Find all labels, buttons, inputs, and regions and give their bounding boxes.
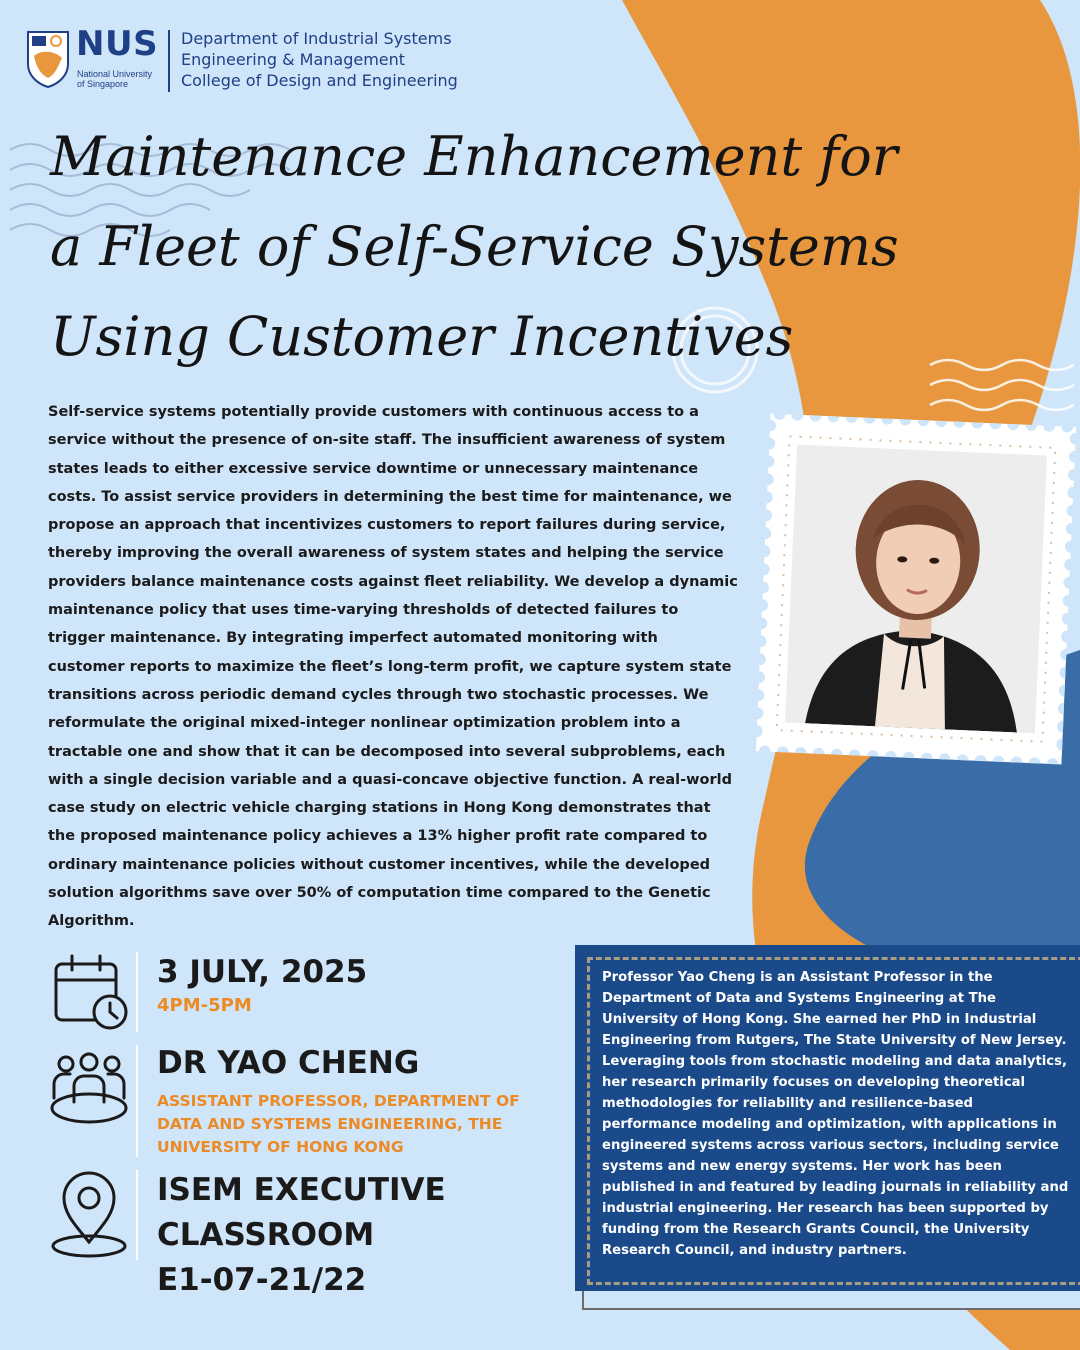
speaker-portrait-image: [785, 445, 1047, 734]
department-line-1: Department of Industrial Systems: [181, 29, 452, 48]
nus-subtext: [77, 69, 177, 89]
nus-subtext-line-1: National University: [77, 69, 153, 79]
venue-divider: [136, 1170, 138, 1260]
venue-line-1: ISEM EXECUTIVE: [157, 1172, 446, 1208]
bio-card: [575, 945, 1080, 1291]
title-line-2: a Fleet of Self-Service Systems: [50, 215, 899, 278]
nus-subtext-line-2: of Singapore: [77, 79, 129, 89]
people-group-icon: [46, 1050, 132, 1140]
calendar-clock-icon: [46, 950, 132, 1040]
title-line-1: Maintenance Enhancement for: [50, 125, 898, 188]
nus-crest-icon: [26, 30, 70, 88]
speaker-photo-stamp: [756, 413, 1076, 764]
department-name: [181, 28, 458, 91]
speaker-role: ASSISTANT PROFESSOR, DEPARTMENT OF DATA AND SYSTEMS ENGINEERING, THE UNIVERSITY OF HONG KONG: [157, 1092, 520, 1156]
event-venue: [157, 1168, 537, 1303]
department-line-2: Engineering & Management: [181, 50, 406, 69]
speaker-divider: [136, 1045, 138, 1157]
event-date: 3 JULY, 2025: [157, 954, 368, 990]
talk-title: [50, 112, 899, 382]
nus-logo: [26, 24, 466, 98]
location-pin-icon: [46, 1170, 132, 1260]
speaker-name: DR YAO CHENG: [157, 1045, 420, 1081]
logo-divider: [168, 30, 170, 92]
department-line-3: College of Design and Engineering: [181, 71, 458, 90]
venue-line-3: E1-07-21/22: [157, 1262, 367, 1298]
date-divider: [136, 952, 138, 1032]
speaker-photo: [785, 445, 1047, 734]
abstract-text: Self-service systems potentially provide customers with continuous access to a service without the presence of on-site staff. The insufficient awareness of system states leads to either excessive service downtime or unnecessary maintenance costs. To assist service providers in determining the best time for maintenance, we propose an approach that incentivizes customers to report failures during service, thereby improving the overall awareness of system states and helping the service providers balance maintenance costs against fleet reliability. We develop a dynamic maintenance policy that uses time-varying thresholds of detected failures to trigger maintenance. By integrating imperfect automated monitoring with customer reports to maximize the fleet’s long-term profit, we capture system state transitions across periodic demand cycles through two stochastic processes. We reformulate the original mixed-integer nonlinear optimization problem into a tractable one and show that it can be decomposed into several subproblems, each with a single decision variable and a quasi-concave objective function. A real-world case study on electric vehicle charging stations in Hong Kong demonstrates that the proposed maintenance policy achieves a 13% higher profit rate compared to ordinary maintenance policies without customer incentives, while the developed solution algorithms save over 50% of computation time compared to the Genetic Algorithm.: [48, 404, 738, 930]
venue-line-2: CLASSROOM: [157, 1217, 375, 1253]
title-line-3: Using Customer Incentives: [50, 305, 794, 368]
nus-wordmark: NUS: [76, 24, 159, 64]
speaker-bio: Professor Yao Cheng is an Assistant Professor in the Department of Data and Systems Engineering at The University of Hong Kong. She earned her PhD in Industrial Engineering from Rutgers, The State University of New Jersey. Leveraging tools from stochastic modeling and data analytics, her research primarily focuses on developing theoretical methodologies for reliability and resilience-based performance modeling and optimization, with applications in engineered systems across various sectors, including service systems and new energy systems. Her work has been published in and featured by leading journals in reliability and industrial engineering. Her research has been supported by funding from the Research Grants Council, the University Research Council, and industry partners.: [602, 970, 1069, 1258]
event-time: 4PM-5PM: [157, 995, 252, 1016]
